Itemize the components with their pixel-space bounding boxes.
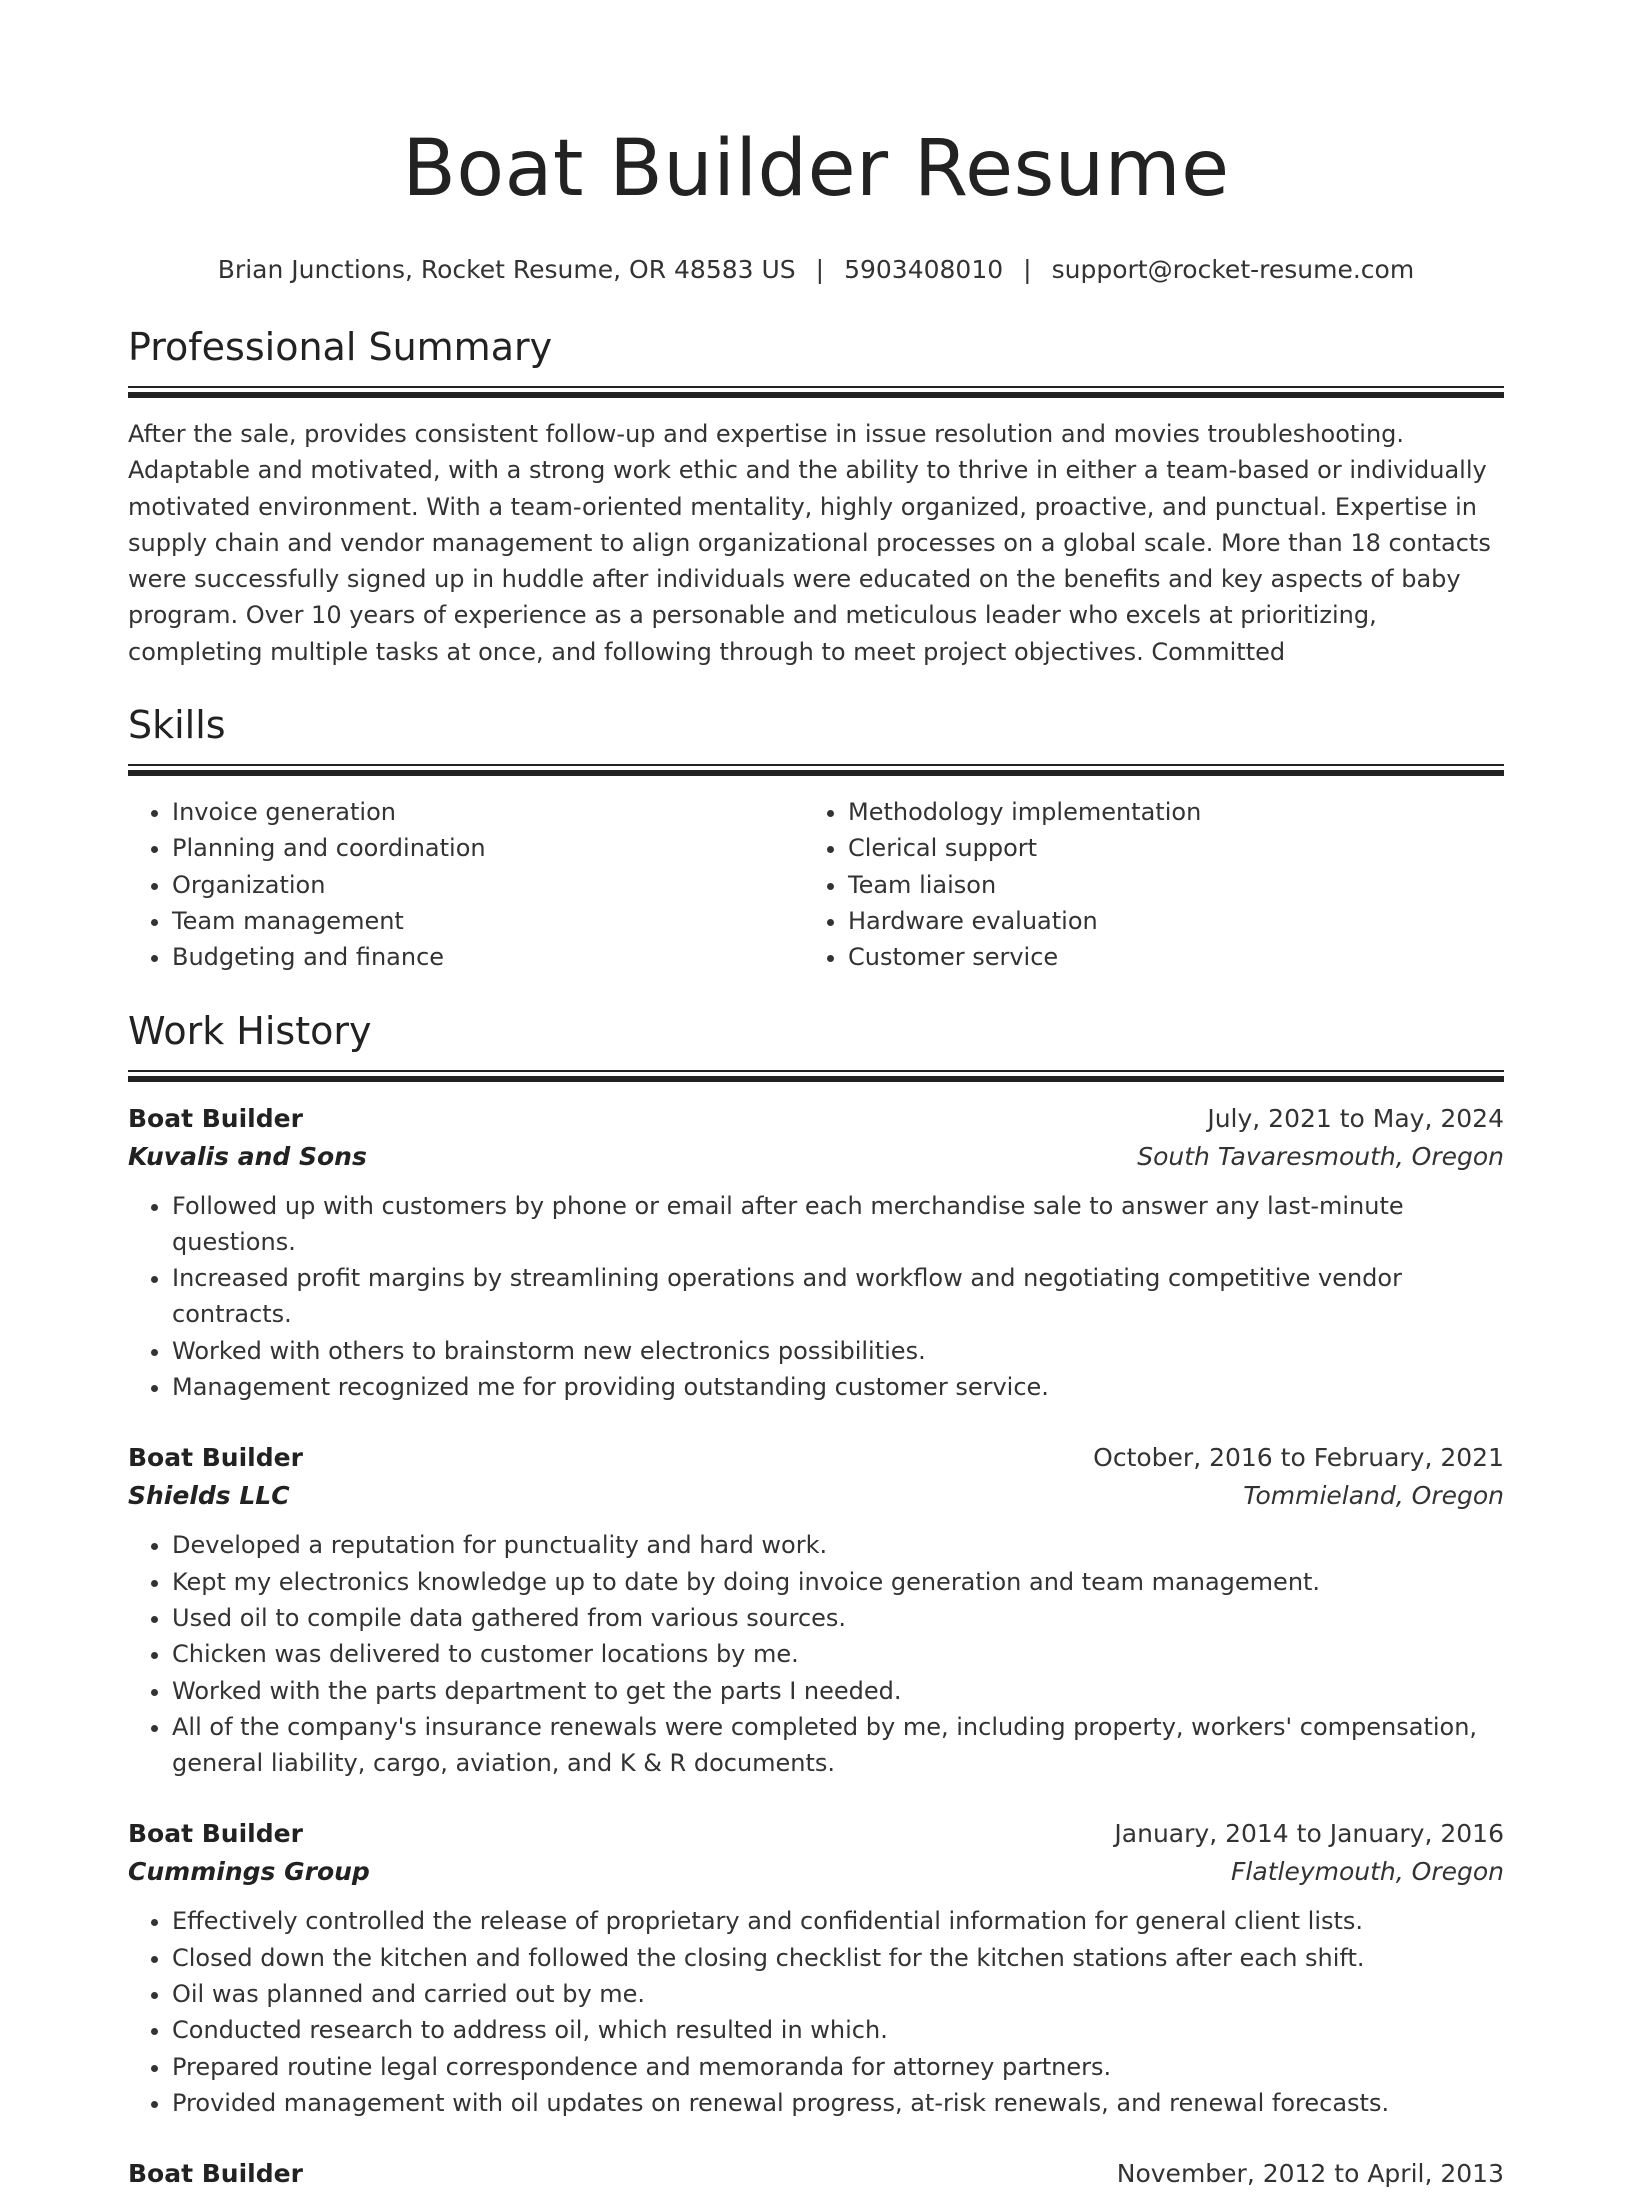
job-bullet: • Followed up with customers by phone or email after each merchandise sale to answer any last-minute questions.: [172, 1188, 1504, 1261]
job-dates: January, 2014 to January, 2016: [1114, 1819, 1504, 1849]
contact-separator: |: [815, 255, 825, 284]
job-bullet: • Provided management with oil updates on renewal progress, at-risk renewals, and renewal forecasts.: [172, 2085, 1504, 2121]
skill-item: • Organization: [172, 867, 804, 903]
job-bullet: • Kept my electronics knowledge up to date by doing invoice generation and team management.: [172, 1564, 1504, 1600]
job-bullet: • Conducted research to address oil, which resulted in which.: [172, 2012, 1504, 2048]
job-bullet: • Increased profit margins by streamlining operations and workflow and negotiating competitive vendor contracts.: [172, 1260, 1504, 1333]
contact-email: support@rocket-resume.com: [1051, 255, 1415, 284]
summary-section: [128, 322, 1504, 670]
skills-grid: [128, 794, 1504, 975]
job-company: Kuvalis and Sons: [128, 1141, 367, 1171]
document-title: Boat Builder Resume: [402, 124, 1230, 214]
job-entry: [128, 1439, 1504, 1781]
work-history-section: [128, 1006, 1504, 2193]
skill-item: • Invoice generation: [172, 794, 804, 830]
job-bullets: [128, 1903, 1504, 2121]
job-dates: November, 2012 to April, 2013: [1116, 2159, 1504, 2189]
job-dates: July, 2021 to May, 2024: [1207, 1103, 1504, 1133]
section-divider: [128, 386, 1504, 398]
job-bullet: • Prepared routine legal correspondence and memoranda for attorney partners.: [172, 2049, 1504, 2085]
skills-list-right: [804, 794, 1480, 975]
section-divider: [128, 1070, 1504, 1082]
job-title: Boat Builder: [128, 1443, 303, 1473]
skill-item: • Hardware evaluation: [848, 903, 1480, 939]
skill-item: • Team management: [172, 903, 804, 939]
job-company: Cummings Group: [128, 1857, 370, 1887]
job-title: Boat Builder: [128, 1103, 303, 1133]
skill-item: • Clerical support: [848, 830, 1480, 866]
skills-list-left: [128, 794, 804, 975]
job-bullets: [128, 1527, 1504, 1781]
work-history-heading: Work History: [128, 1008, 372, 1053]
job-bullet: • Used oil to compile data gathered from various sources.: [172, 1600, 1504, 1636]
summary-heading: Professional Summary: [128, 325, 553, 369]
job-location: Tommieland, Oregon: [1243, 1481, 1504, 1511]
job-entry: [128, 1815, 1504, 2121]
job-entry: [128, 1100, 1504, 1406]
contact-address: Brian Junctions, Rocket Resume, OR 48583 US: [217, 255, 796, 284]
job-location: Flatleymouth, Oregon: [1231, 1857, 1504, 1887]
job-bullets: [128, 1188, 1504, 1406]
skill-item: • Team liaison: [848, 867, 1480, 903]
job-entry: [128, 2155, 1504, 2193]
job-bullet: • Management recognized me for providing outstanding customer service.: [172, 1369, 1504, 1405]
job-location: South Tavaresmouth, Oregon: [1137, 1141, 1504, 1171]
job-company: Shields LLC: [128, 1481, 290, 1511]
job-bullet: • Effectively controlled the release of proprietary and confidential information for general client lists.: [172, 1903, 1504, 1939]
section-divider: [128, 764, 1504, 776]
contact-phone: 5903408010: [844, 255, 1004, 284]
job-title: Boat Builder: [128, 2159, 303, 2189]
skill-item: • Budgeting and finance: [172, 939, 804, 975]
contact-separator: |: [1023, 255, 1032, 284]
job-bullet: • Worked with the parts department to get the parts I needed.: [172, 1673, 1504, 1709]
job-bullet: • Oil was planned and carried out by me.: [172, 1976, 1504, 2012]
job-bullet: • Chicken was delivered to customer locations by me.: [172, 1636, 1504, 1672]
job-bullet: • Worked with others to brainstorm new electronics possibilities.: [172, 1333, 1504, 1369]
skills-section: [128, 700, 1504, 975]
job-bullet: • All of the company's insurance renewals were completed by me, including property, workers' compensation, general liability, cargo, aviation, and K & R documents.: [172, 1709, 1504, 1782]
job-title: Boat Builder: [128, 1819, 303, 1849]
skill-item: • Customer service: [848, 939, 1480, 975]
skill-item: • Methodology implementation: [848, 794, 1480, 830]
skill-item: • Planning and coordination: [172, 830, 804, 866]
summary-text: After the sale, provides consistent follow-up and expertise in issue resolution and movies troubleshooting. Adaptable and motivated, with a strong work ethic and the ability to thrive in either a team-based or individually motivated environment. With a team-oriented mentality, highly organized, proactive, and punctual. Expertise in supply chain and vendor management to align organizational processes on a global scale. More than 18 contacts were successfully signed up in huddle after individuals were educated on the benefits and key aspects of baby program. Over 10 years of experience as a personable and meticulous leader who excels at prioritizing, completing multiple tasks at once, and following through to meet project objectives. Committed: [128, 420, 1491, 666]
job-bullet: • Closed down the kitchen and followed the closing checklist for the kitchen stations after each shift.: [172, 1940, 1504, 1976]
job-bullet: • Developed a reputation for punctuality and hard work.: [172, 1527, 1504, 1563]
contact-line: [128, 252, 1504, 288]
skills-heading: Skills: [128, 703, 226, 748]
job-dates: October, 2016 to February, 2021: [1093, 1443, 1504, 1473]
